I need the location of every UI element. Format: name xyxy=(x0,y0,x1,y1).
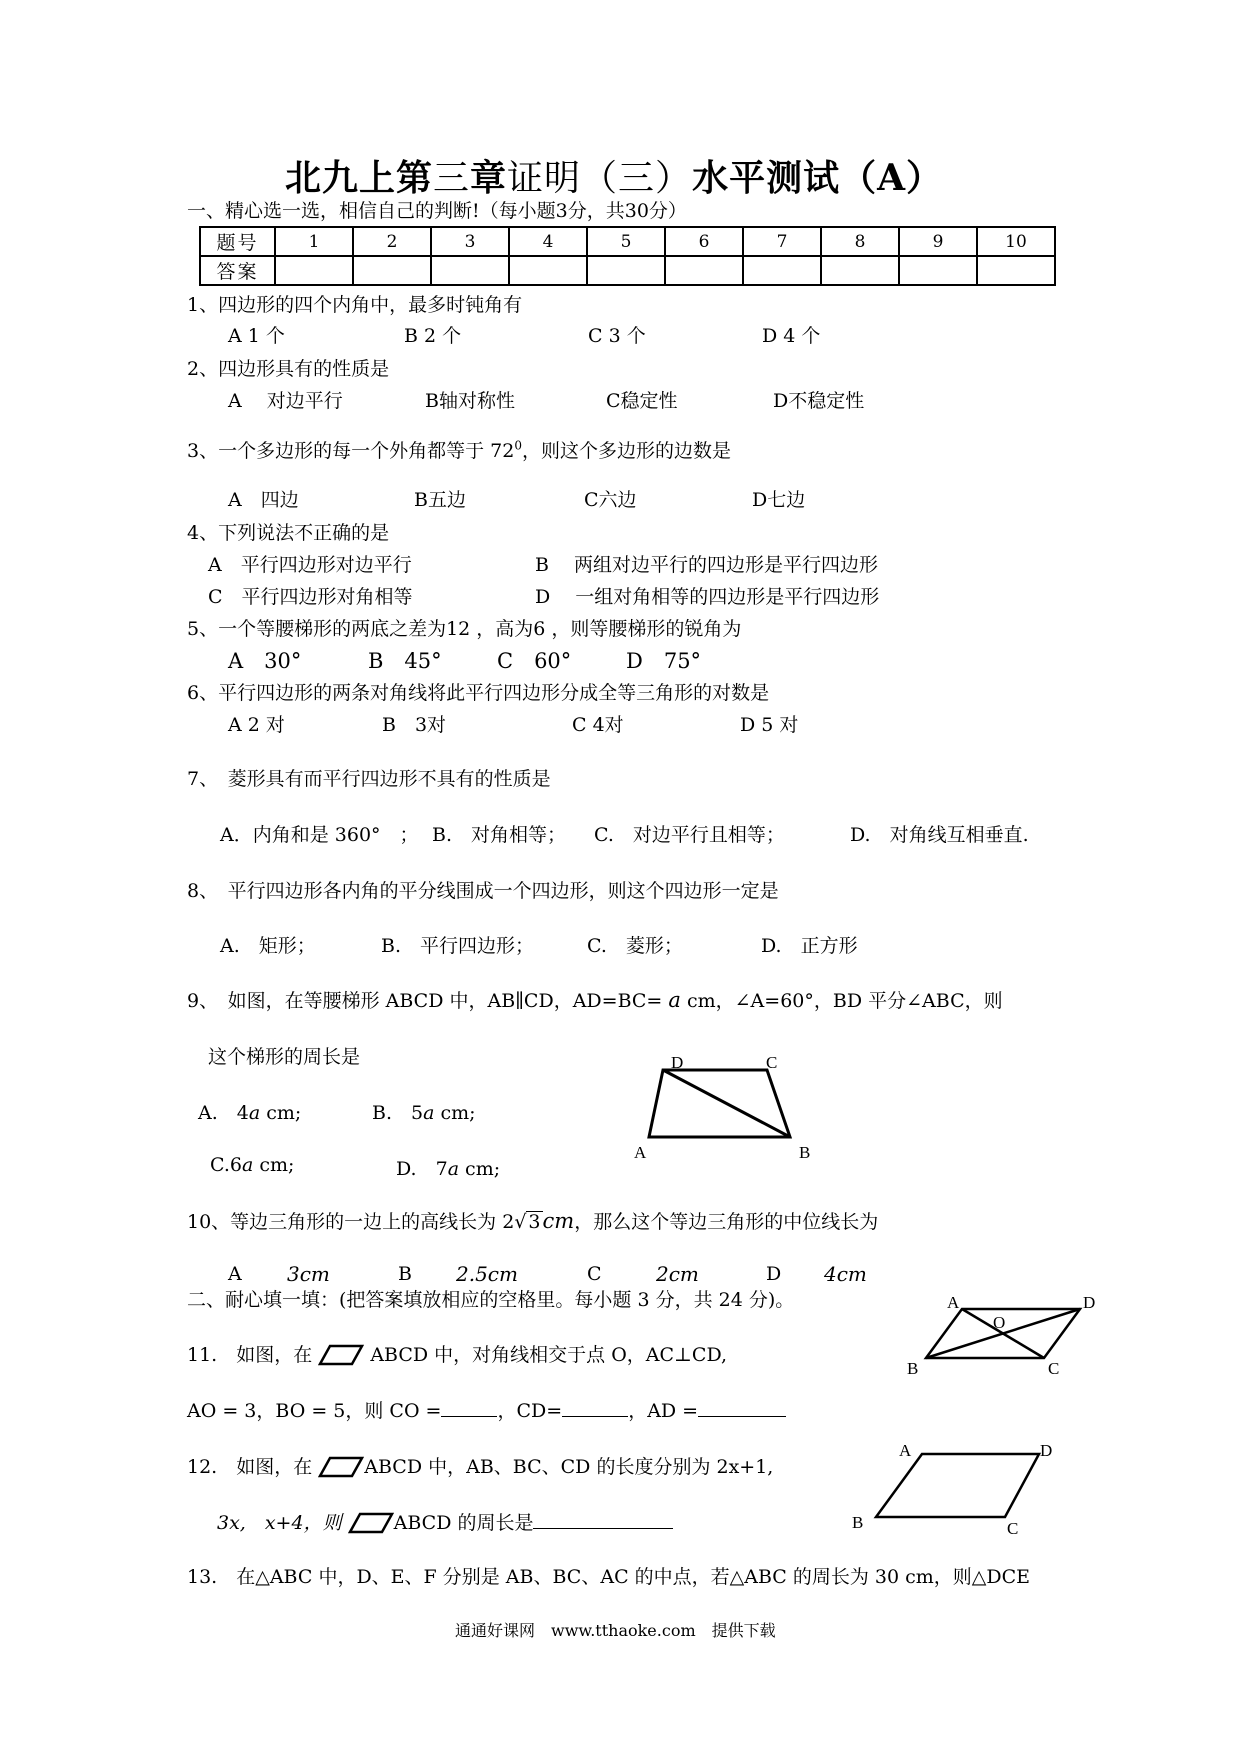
q12-label-d: D xyxy=(1040,1441,1053,1460)
q6-option-a: A 2 对 xyxy=(228,714,285,736)
title-part3: 章 xyxy=(470,157,508,199)
answer-table-row-answers xyxy=(200,256,1055,285)
q6-option-c: C 4对 xyxy=(572,714,624,736)
q9-option-d-var: a xyxy=(447,1158,460,1180)
q9-option-b-post: cm; xyxy=(434,1102,476,1124)
answer-table-num: 10 xyxy=(977,227,1055,256)
q12-blank-perimeter[interactable] xyxy=(533,1527,673,1529)
q9-option-a-post: cm; xyxy=(260,1102,302,1124)
q11-blank-cd[interactable] xyxy=(562,1415,628,1417)
q9-stem-line2: 这个梯形的周长是 xyxy=(208,1046,361,1068)
q13-stem: 13. 在△ABC 中，D、E、F 分别是 AB、BC、AC 的中点，若△ABC 的周长为 30 cm，则△DCE xyxy=(187,1566,1031,1588)
q1-option-b: B 2 个 xyxy=(404,325,462,347)
answer-cell[interactable] xyxy=(899,256,977,285)
q3-option-d: D七边 xyxy=(752,489,806,511)
q9-stem-post: cm，∠A=60°，BD 平分∠ABC，则 xyxy=(686,990,1003,1012)
q12-label-b: B xyxy=(852,1513,864,1532)
answer-cell[interactable] xyxy=(743,256,821,285)
q3-option-c: C六边 xyxy=(584,489,637,511)
q11-label-o: O xyxy=(993,1313,1006,1332)
q7-stem: 7、 菱形具有而平行四边形不具有的性质是 xyxy=(187,768,551,790)
answer-cell[interactable] xyxy=(353,256,431,285)
q2-option-c: C稳定性 xyxy=(606,390,678,412)
q9-var-a: a xyxy=(668,988,681,1012)
answer-table-num: 1 xyxy=(275,227,353,256)
q1-option-a: A 1 个 xyxy=(228,325,285,347)
answer-cell[interactable] xyxy=(275,256,353,285)
q9-option-c xyxy=(210,1154,294,1176)
q9-option-b-pre: B. 5 xyxy=(372,1102,424,1124)
q11-blank-ad[interactable] xyxy=(698,1415,786,1417)
q12-line2 xyxy=(217,1508,673,1535)
q8-option-c: C. 菱形； xyxy=(587,935,683,957)
q4-option-b: B 两组对边平行的四边形是平行四边形 xyxy=(535,554,879,576)
section-heading-fill: 二、耐心填一填：(把答案填放相应的空格里。每小题 3 分，共 24 分)。 xyxy=(187,1289,795,1311)
page-title xyxy=(285,150,943,201)
q6-option-d: D 5 对 xyxy=(740,714,799,736)
q11-line2-b: ，CD= xyxy=(497,1400,563,1422)
q8-option-b: B. 平行四边形； xyxy=(381,935,535,957)
answer-table-num: 5 xyxy=(587,227,665,256)
q5-option-d: D 75° xyxy=(626,649,702,673)
title-part2: 三 xyxy=(433,158,471,199)
q5-option-c: C 60° xyxy=(497,649,572,673)
q3-option-a: A 四边 xyxy=(228,489,299,511)
answer-table-num: 7 xyxy=(743,227,821,256)
q11-stem-post: ABCD 中，对角线相交于点 O，AC⊥CD, xyxy=(370,1344,728,1366)
q10-option-c-label: C xyxy=(587,1263,602,1285)
answer-cell[interactable] xyxy=(665,256,743,285)
q9-label-c: C xyxy=(766,1053,778,1072)
q12-parallelogram-outline xyxy=(876,1454,1039,1517)
q11-stem-pre: 11. 如图，在 xyxy=(187,1344,313,1366)
q9-stem-pre: 9、 如图，在等腰梯形 ABCD 中，AB∥CD，AD=BC= xyxy=(187,990,663,1012)
q11-parallelogram-figure xyxy=(920,1300,1090,1380)
q11-line2-a: AO = 3，BO = 5，则 CO = xyxy=(187,1400,442,1422)
q9-option-b xyxy=(372,1098,476,1125)
q10-option-b-value: 2.5cm xyxy=(456,1262,518,1286)
title-part5: 水平测试（A） xyxy=(692,157,943,199)
q10-stem-pre: 10、等边三角形的一边上的高线长为 2 xyxy=(187,1211,515,1233)
q10-stem-post: ，那么这个等边三角形的中位线长为 xyxy=(574,1211,879,1233)
q11-line2 xyxy=(187,1396,786,1423)
q4-option-c: C 平行四边形对角相等 xyxy=(208,586,413,608)
q11-blank-co[interactable] xyxy=(441,1415,497,1417)
q12-stem-pre: 12. 如图，在 xyxy=(187,1456,313,1478)
q8-option-a: A. 矩形； xyxy=(220,935,316,957)
answer-table-num: 4 xyxy=(509,227,587,256)
q3-stem-post: ，则这个多边形的边数是 xyxy=(521,440,731,462)
q6-stem: 6、平行四边形的两条对角线将此平行四边形分成全等三角形的对数是 xyxy=(187,682,770,704)
q7-option-c: C. 对边平行且相等； xyxy=(594,824,785,846)
q9-option-d-post: cm; xyxy=(459,1158,501,1180)
footer-credit: 通通好课网 www.tthaoke.com 提供下载 xyxy=(455,1621,776,1640)
q8-option-d: D. 正方形 xyxy=(761,935,858,957)
q10-option-a-value: 3cm xyxy=(287,1262,330,1286)
answer-table-num: 2 xyxy=(353,227,431,256)
q11-label-a: A xyxy=(947,1293,960,1312)
answer-table-num: 6 xyxy=(665,227,743,256)
answer-table-num: 3 xyxy=(431,227,509,256)
q10-option-d-label: D xyxy=(766,1263,782,1285)
q5-option-b: B 45° xyxy=(368,649,442,673)
parallelogram-icon xyxy=(318,1456,364,1478)
q12-parallelogram-figure xyxy=(860,1440,1060,1540)
q9-option-c-pre: C.6 xyxy=(210,1154,242,1176)
answer-table-row-numbers xyxy=(200,227,1055,256)
section-heading-choice: 一、精心选一选，相信自己的判断!（每小题3分，共30分） xyxy=(187,200,687,222)
q3-stem-pre: 3、一个多边形的每一个外角都等于 72 xyxy=(187,440,515,462)
q12-label-c: C xyxy=(1007,1519,1019,1538)
q3-degree: 0 xyxy=(514,438,522,453)
q4-option-d: D 一组对角相等的四边形是平行四边形 xyxy=(535,586,880,608)
q8-stem: 8、 平行四边形各内角的平分线围成一个四边形，则这个四边形一定是 xyxy=(187,880,779,902)
q11-label-c: C xyxy=(1048,1359,1060,1378)
q10-stem: 10、等边三角形的一边上的高线长为 2√ 3cm，那么这个等边三角形的中位线长为 xyxy=(187,1209,879,1233)
answer-cell[interactable] xyxy=(509,256,587,285)
q9-stem xyxy=(187,986,1003,1013)
q3-stem xyxy=(187,436,731,463)
q9-option-b-var: a xyxy=(423,1102,435,1124)
q9-option-c-post: cm; xyxy=(253,1154,295,1176)
q11-label-d: D xyxy=(1083,1293,1096,1312)
q9-label-d: D xyxy=(671,1053,684,1072)
q7-option-b: B. 对角相等； xyxy=(432,824,567,846)
answer-table-header-answer: 答案 xyxy=(200,256,275,285)
q12-stem xyxy=(187,1452,773,1479)
q9-option-d-pre: D. 7 xyxy=(396,1158,448,1180)
q10-option-b-label: B xyxy=(398,1263,412,1285)
title-part4: 证明（三） xyxy=(507,158,693,199)
q10-option-c-value: 2cm xyxy=(656,1262,699,1286)
answer-table xyxy=(199,226,1056,286)
q2-option-a: A 对边平行 xyxy=(228,390,343,412)
q9-label-b: B xyxy=(799,1143,811,1162)
answer-table-num: 8 xyxy=(821,227,899,256)
q1-option-d: D 4 个 xyxy=(762,325,821,347)
q1-stem: 1、四边形的四个内角中，最多时钝角有 xyxy=(187,294,523,316)
q12-label-a: A xyxy=(899,1441,912,1460)
answer-table-num: 9 xyxy=(899,227,977,256)
q9-option-a-pre: A. 4 xyxy=(198,1102,249,1124)
q2-option-d: D不稳定性 xyxy=(773,390,865,412)
q10-unit: cm xyxy=(542,1209,575,1233)
q5-option-a: A 30° xyxy=(228,649,302,673)
q11-line2-c: ，AD = xyxy=(628,1400,699,1422)
q7-option-d: D. 对角线互相垂直. xyxy=(850,824,1029,846)
answer-table-header-number: 题号 xyxy=(200,227,275,256)
q9-option-a-var: a xyxy=(248,1102,261,1124)
q1-option-c: C 3 个 xyxy=(588,325,646,347)
parallelogram-icon xyxy=(348,1512,394,1534)
q12-line2-a: 3x, x+4，则 xyxy=(217,1512,342,1534)
q4-stem: 4、下列说法不正确的是 xyxy=(187,522,390,544)
q3-option-b: B五边 xyxy=(414,489,466,511)
q9-option-a xyxy=(198,1098,301,1125)
q6-option-b: B 3对 xyxy=(382,714,447,736)
answer-cell[interactable] xyxy=(431,256,509,285)
q12-stem-post: ABCD 中，AB、BC、CD 的长度分别为 2x+1, xyxy=(364,1456,774,1478)
answer-cell[interactable] xyxy=(587,256,665,285)
q10-option-a-label: A xyxy=(228,1263,242,1285)
q10-option-d-value: 4cm xyxy=(824,1262,867,1286)
q9-option-c-var: a xyxy=(242,1154,254,1176)
q4-option-a: A 平行四边形对边平行 xyxy=(208,554,412,576)
q10-sqrt-3: 3 xyxy=(528,1211,541,1233)
q9-option-d xyxy=(396,1154,500,1181)
q11-stem xyxy=(187,1340,727,1367)
q2-option-b: B轴对称性 xyxy=(425,390,515,412)
q2-stem: 2、四边形具有的性质是 xyxy=(187,358,390,380)
answer-cell[interactable] xyxy=(821,256,899,285)
parallelogram-icon xyxy=(318,1344,364,1366)
q11-label-b: B xyxy=(907,1359,919,1378)
q9-label-a: A xyxy=(634,1143,647,1162)
title-part1: 北九上第 xyxy=(285,157,434,199)
q7-option-a: A．内角和是 360° ； xyxy=(220,824,419,846)
q5-stem: 5、一个等腰梯形的两底之差为12 ，高为6 ，则等腰梯形的锐角为 xyxy=(187,618,742,640)
q12-line2-b: ABCD 的周长是 xyxy=(393,1512,534,1534)
answer-cell[interactable] xyxy=(977,256,1055,285)
